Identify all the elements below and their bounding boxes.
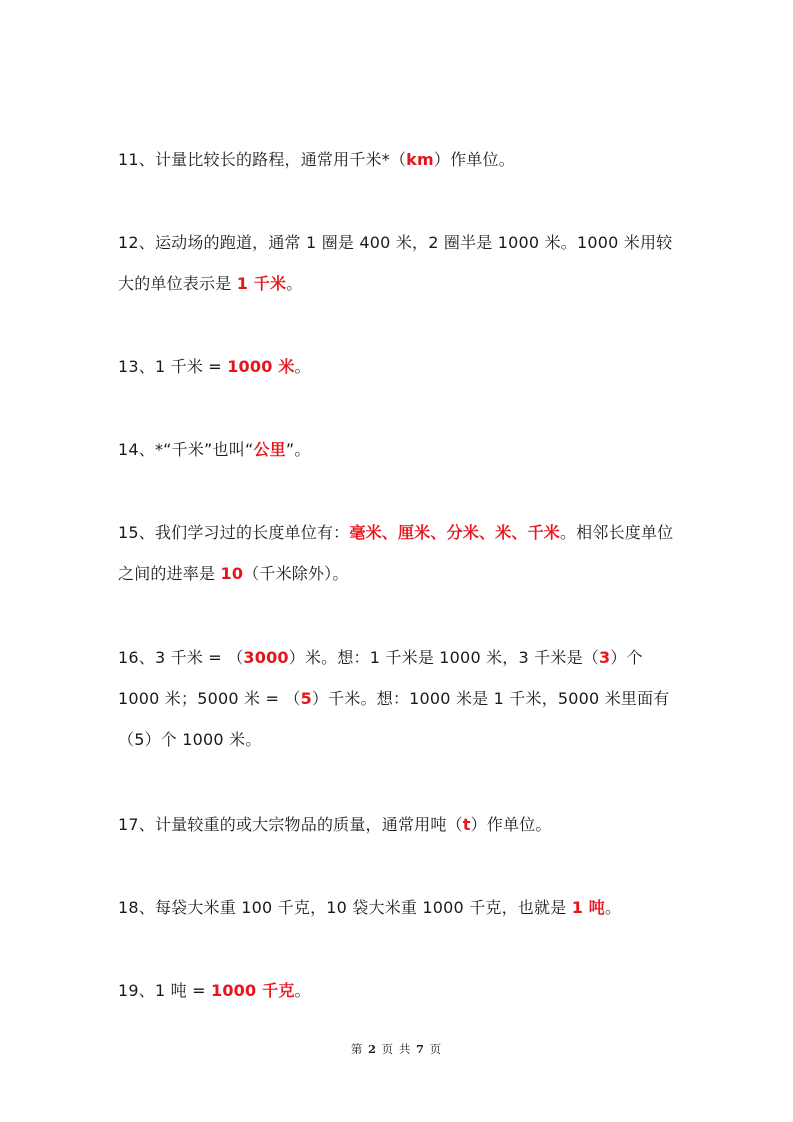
- item-13: [118, 346, 678, 387]
- item-text: ”。: [285, 440, 311, 459]
- item-18: [118, 887, 678, 928]
- item-text: ）个 1000 米；5000 米 = （: [118, 648, 643, 708]
- item-text: 18、每袋大米重 100 千克，10 袋大米重 1000 千克，也就是: [118, 898, 572, 917]
- item-text: 。相邻长度单位之间的进率是: [118, 523, 674, 583]
- footer-suffix: 页: [429, 1042, 443, 1056]
- item-text: 。: [294, 357, 311, 376]
- item-text: ）千米。想：1000 米是 1 千米，5000 米里面有（5）个 1000 米。: [118, 689, 670, 749]
- highlighted-answer: 毫米、厘米、分米、米、千米: [349, 523, 560, 542]
- highlighted-answer: 10: [220, 564, 244, 583]
- item-text: 13、1 千米 =: [118, 357, 228, 376]
- highlighted-answer: 1 千米: [236, 274, 287, 293]
- item-text: 14、*“千米”也叫“: [118, 440, 254, 459]
- item-15: [118, 512, 678, 594]
- footer-middle: 页 共: [381, 1042, 412, 1056]
- item-text: ）作单位。: [470, 815, 552, 834]
- footer-prefix: 第: [350, 1042, 364, 1056]
- footer-total-pages: 7: [415, 1042, 425, 1056]
- highlighted-answer: 1000 米: [227, 357, 295, 376]
- item-17: [118, 804, 678, 845]
- item-text: 。: [286, 274, 303, 293]
- highlighted-answer: 1000 千克: [211, 981, 295, 1000]
- item-16: [118, 637, 678, 760]
- item-19: [118, 970, 678, 1011]
- item-11: [118, 139, 678, 180]
- item-text: 16、3 千米 = （: [118, 648, 244, 667]
- page-footer: [0, 1041, 793, 1057]
- item-14: [118, 429, 678, 470]
- item-text: 19、1 吨 =: [118, 981, 212, 1000]
- highlighted-answer: 1 吨: [571, 898, 606, 917]
- highlighted-answer: 3000: [243, 648, 289, 667]
- item-text: （千米除外）。: [243, 564, 349, 583]
- item-12: [118, 222, 678, 304]
- item-text: 11、计量比较长的路程，通常用千米*（: [118, 150, 407, 169]
- item-text: ）米。想：1 千米是 1000 米，3 千米是（: [288, 648, 599, 667]
- highlighted-answer: 公里: [253, 440, 286, 459]
- highlighted-answer: 5: [300, 689, 312, 708]
- item-text: 。: [294, 981, 311, 1000]
- item-text: 17、计量较重的或大宗物品的质量，通常用吨（: [118, 815, 463, 834]
- item-text: ）作单位。: [433, 150, 515, 169]
- item-text: 15、我们学习过的长度单位有：: [118, 523, 350, 542]
- item-text: 12、运动场的跑道，通常 1 圈是 400 米，2 圈半是 1000 米。1000 米用较大的单位表示是: [118, 233, 673, 293]
- highlighted-answer: km: [406, 150, 434, 169]
- highlighted-answer: t: [462, 815, 471, 834]
- item-text: 。: [605, 898, 622, 917]
- footer-page-number: 2: [368, 1042, 378, 1056]
- highlighted-answer: 3: [598, 648, 611, 667]
